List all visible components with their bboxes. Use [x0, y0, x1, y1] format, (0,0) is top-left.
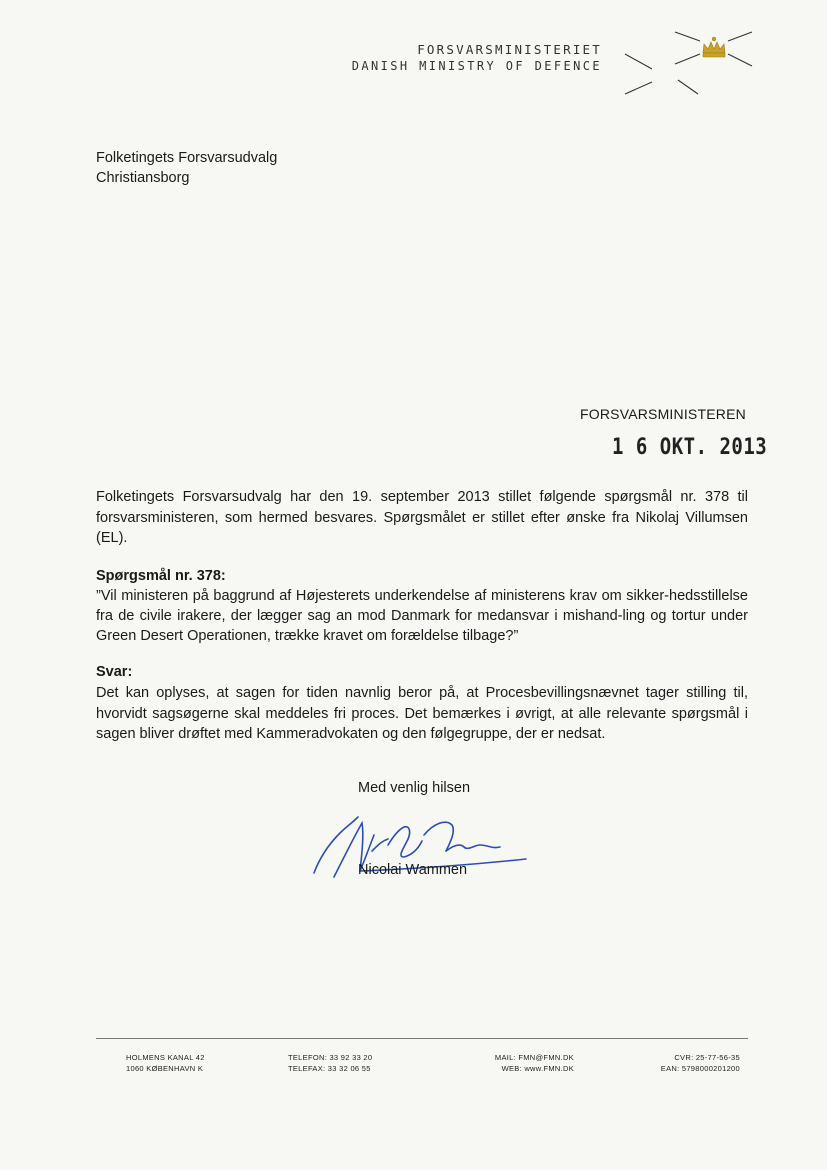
footer-telephone: TELEFON: 33 92 33 20 [288, 1053, 373, 1062]
ministry-name-english: DANISH MINISTRY OF DEFENCE [351, 59, 602, 73]
footer-telefax: TELEFAX: 33 32 06 55 [288, 1064, 371, 1073]
ministry-name-danish: FORSVARSMINISTERIET [417, 42, 602, 57]
recipient-address [96, 148, 277, 188]
emblem-ray [675, 32, 700, 41]
intro-paragraph: Folketingets Forsvarsudvalg har den 19. september 2013 stillet følgende spørgsmål nr. 378 til forsvarsministeren, som hermed besvares. Spørgsmålet er stillet efter ønske fra Nikolaj Villumsen (EL). [96, 489, 748, 546]
footer-ids [640, 1052, 740, 1074]
question-text: ”Vil ministeren på baggrund af Højesterets underkendelse af ministerens krav om sikker-hedsstillelse fra de civile irakere, der lægger sag an mod Danmark for medansvar i mishand-ling og tortur under Green Desert Operationen, trække kravet om forældelse tilbage?” [96, 588, 748, 644]
signer-name: Nicolai Wammen [358, 862, 468, 878]
emblem-ray [678, 80, 698, 94]
recipient-line-1: Folketingets Forsvarsudvalg [96, 150, 278, 166]
emblem-ray [728, 32, 752, 41]
closing-greeting: Med venlig hilsen [358, 780, 471, 796]
answer-text: Det kan oplyses, at sagen for tiden navnlig beror på, at Procesbevillingsnævnet tager stilling til, hvorvidt sagsøgerne skal meddeles fri proces. Det bemærkes i øvrigt, at alle relevante spørgsmål i sagen bliver drøftet med Kammeradvokaten og den følgegruppe, der er nedsat. [96, 685, 748, 742]
emblem-ray [625, 54, 652, 69]
footer-contact [470, 1052, 574, 1074]
footer-divider [96, 1038, 748, 1039]
footer-web: WEB: www.FMN.DK [501, 1064, 574, 1073]
date-stamp: 1 6 OKT. 2013 [612, 434, 768, 460]
footer-address-line-1: HOLMENS KANAL 42 [126, 1053, 205, 1062]
ministry-emblem [620, 24, 755, 104]
footer-phone [288, 1052, 372, 1074]
answer-heading: Svar: [96, 664, 133, 680]
footer-cvr: CVR: 25-77-56-35 [674, 1053, 740, 1062]
ministry-stamp: FORSVARSMINISTEREN [580, 406, 746, 422]
footer-mail: MAIL: FMN@FMN.DK [494, 1053, 574, 1062]
crown-icon [703, 37, 725, 57]
emblem-ray [675, 54, 700, 64]
question-heading: Spørgsmål nr. 378: [96, 568, 226, 584]
recipient-line-2: Christiansborg [96, 170, 190, 186]
emblem-ray [728, 54, 752, 66]
footer-address [126, 1052, 205, 1074]
footer-ean: EAN: 5798000201200 [660, 1064, 740, 1073]
emblem-ray [625, 82, 652, 94]
footer-address-line-2: 1060 KØBENHAVN K [126, 1064, 204, 1073]
letterhead [352, 42, 602, 74]
